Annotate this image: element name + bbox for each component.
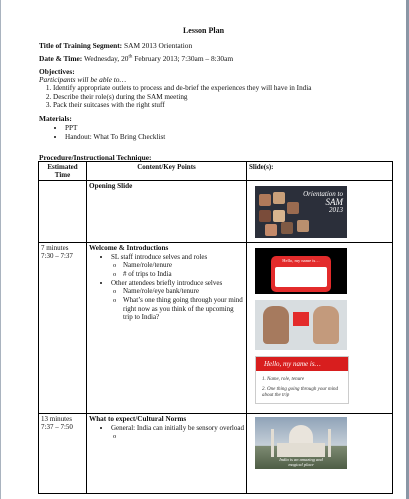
sub-bullet-item: o Name/role/eye bank/tenure xyxy=(123,287,244,296)
row-time xyxy=(39,243,87,414)
objective-item: 2. Describe their role(s) during the SAM meeting xyxy=(53,93,311,102)
name-badge-slide-thumbnail xyxy=(255,248,347,294)
sub-bullet-item: o # of trips to India xyxy=(123,270,244,279)
orientation-slide-thumbnail xyxy=(255,186,347,238)
objectives-list xyxy=(39,84,311,110)
taj-caption: India is an amazing and magical place xyxy=(279,457,323,467)
materials-heading: Materials: xyxy=(39,114,72,123)
material-item: • PPT xyxy=(65,124,165,133)
hello-line-2: 2. One thing going through your mind about the trip xyxy=(262,387,339,398)
datetime-value-post: February 2013; 7:30am – 8:30am xyxy=(132,54,234,63)
orientation-slide-text: Orientation to SAM 2013 xyxy=(303,190,343,214)
row-content xyxy=(87,181,247,243)
objective-item: 1. Identify appropriate outlets to process and de-brief the experiences they will have in India xyxy=(53,84,311,93)
hello-line-1: 1. Name, role, tenure xyxy=(262,377,305,382)
procedure-heading: Procedure/Instructional Technique: xyxy=(39,153,152,162)
row-slides xyxy=(247,243,393,414)
bullet-item: • SL staff introduce selves and roles o Name/role/tenure o # of trips to India xyxy=(111,253,244,279)
training-segment-value: SAM 2013 Orientation xyxy=(124,41,193,50)
taj-mahal-slide-thumbnail xyxy=(255,417,347,469)
row-slides xyxy=(247,414,393,494)
row-time xyxy=(39,181,87,243)
photo-2 xyxy=(313,306,339,344)
procedure-table xyxy=(38,161,393,494)
bullet-item: • Other attendees briefly introduce selves o Name/role/eye bank/tenure o What’s one thing going through your mind right now as you think of the upcoming trip to India? xyxy=(111,279,244,321)
document-title: Lesson Plan xyxy=(182,26,225,35)
table-row xyxy=(39,243,393,414)
datetime-value: Wednesday, 20 xyxy=(83,54,129,63)
objective-item: 3. Pack their suitcases with the right stuff xyxy=(53,101,311,110)
table-header-row xyxy=(39,162,393,181)
row-duration: 13 minutes xyxy=(41,415,72,423)
table-row xyxy=(39,414,393,494)
row-bullets xyxy=(89,253,244,321)
row-title: What to expect/Cultural Norms xyxy=(89,415,187,423)
objectives-heading: Objectives: xyxy=(39,67,75,76)
objectives-intro: Participants will be able to… xyxy=(39,75,127,84)
table-row xyxy=(39,181,393,243)
row-title: Opening Slide xyxy=(89,182,133,190)
hello-slide-thumbnail xyxy=(255,356,349,404)
datetime-label: Date & Time: xyxy=(39,54,83,63)
training-segment-line xyxy=(39,41,192,50)
row-title: Welcome & Introductions xyxy=(89,244,169,252)
hello-band: Hello, my name is… xyxy=(256,357,348,371)
sub-bullet-item: o Name/role/tenure xyxy=(123,261,244,270)
header-slides: Slide(s): xyxy=(247,162,393,181)
row-time xyxy=(39,414,87,494)
training-segment-label: Title of Training Segment: xyxy=(39,41,123,50)
bullet-item: • General: India can initially be sensory overload o xyxy=(111,424,244,441)
materials-list xyxy=(39,124,165,142)
datetime-sup: th xyxy=(128,54,133,60)
row-content xyxy=(87,414,247,494)
badge-label: Hello, my name is… xyxy=(282,258,320,263)
document-page xyxy=(1,0,406,499)
row-bullets xyxy=(89,424,244,441)
row-time-range: 7:30 – 7:37 xyxy=(41,252,73,260)
row-slides xyxy=(247,181,393,243)
datetime-line xyxy=(39,54,233,63)
header-content: Content/Key Points xyxy=(87,162,247,181)
sub-bullet-item: o What’s one thing going through your mind right now as you think of the upcoming trip to India? xyxy=(123,296,244,321)
photo-1 xyxy=(263,306,289,344)
row-duration: 7 minutes xyxy=(41,244,69,252)
material-item: • Handout: What To Bring Checklist xyxy=(65,133,165,142)
row-content xyxy=(87,243,247,414)
row-time-range: 7:37 – 7:50 xyxy=(41,423,73,431)
staff-photos-slide-thumbnail xyxy=(255,300,347,350)
header-time: Estimated Time xyxy=(39,162,87,181)
sub-bullet-item xyxy=(123,432,244,441)
